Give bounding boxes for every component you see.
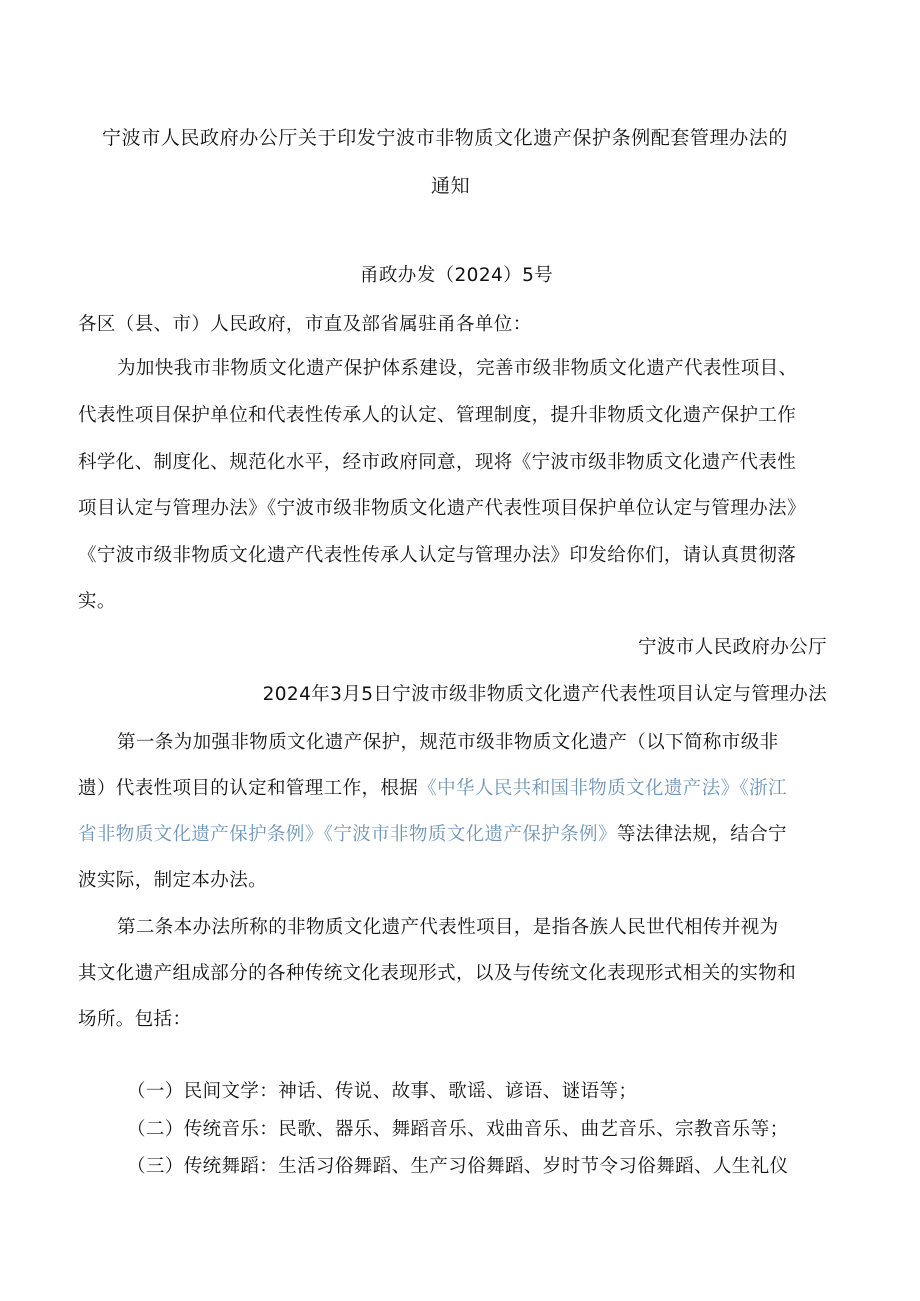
paragraph-line: 实。 bbox=[78, 591, 116, 612]
paragraph-line: 为加快我市非物质文化遗产保护体系建设，完善市级非物质文化遗产代表性项目、 bbox=[117, 358, 798, 379]
list-item: （三）传统舞蹈：生活习俗舞蹈、生产习俗舞蹈、岁时节令习俗舞蹈、人生礼仪 bbox=[127, 1156, 789, 1177]
list-item: （一）民间文学：神话、传说、故事、歌谣、谚语、谜语等； bbox=[127, 1081, 638, 1102]
article1-line: 波实际，制定本办法。 bbox=[78, 870, 268, 891]
article2-line: 第二条本办法所称的非物质文化遗产代表性项目，是指各族人民世代相传并视为 bbox=[117, 917, 779, 938]
article1-line bbox=[78, 823, 787, 847]
article2-line: 场所。包括： bbox=[78, 1009, 192, 1030]
law-reference-link[interactable]: 省非物质文化遗产保护条例》《宁波市非物质文化遗产保护条例》 bbox=[78, 824, 617, 845]
paragraph-line: 项目认定与管理办法》《宁波市级非物质文化遗产代表性项目保护单位认定与管理办法》 bbox=[78, 498, 806, 519]
document-title-line1: 宁波市人民政府办公厅关于印发宁波市非物质文化遗产保护条例配套管理办法的 bbox=[102, 127, 789, 149]
paragraph-line: 科学化、制度化、规范化水平，经市政府同意，现将《宁波市级非物质文化遗产代表性 bbox=[78, 452, 797, 473]
signature: 宁波市人民政府办公厅 bbox=[637, 637, 827, 658]
article1-plain-text: 遗）代表性项目的认定和管理工作，根据 bbox=[78, 778, 419, 799]
article2-line: 其文化遗产组成部分的各种传统文化表现形式，以及与传统文化表现形式相关的实物和 bbox=[78, 963, 797, 984]
article1-line: 第一条为加强非物质文化遗产保护，规范市级非物质文化遗产（以下简称市级非 bbox=[117, 732, 779, 753]
document-number: 甬政办发（2024）5号 bbox=[360, 265, 554, 286]
date-and-subtitle: 2024年3月5日宁波市级非物质文化遗产代表性项目认定与管理办法 bbox=[262, 684, 827, 705]
article1-plain-text: 等法律法规，结合宁 bbox=[616, 824, 787, 845]
law-reference-link[interactable]: 《中华人民共和国非物质文化遗产法》《浙江 bbox=[418, 778, 787, 799]
list-item: （二）传统音乐：民歌、器乐、舞蹈音乐、戏曲音乐、曲艺音乐、宗教音乐等； bbox=[127, 1119, 789, 1140]
paragraph-line: 《宁波市级非物质文化遗产代表性传承人认定与管理办法》印发给你们，请认真贯彻落 bbox=[78, 545, 797, 566]
article1-line bbox=[78, 777, 787, 801]
addressee: 各区（县、市）人民政府，市直及部省属驻甬各单位： bbox=[78, 314, 532, 335]
document-title-line2: 通知 bbox=[431, 175, 471, 197]
paragraph-line: 代表性项目保护单位和代表性传承人的认定、管理制度，提升非物质文化遗产保护工作 bbox=[78, 405, 797, 426]
